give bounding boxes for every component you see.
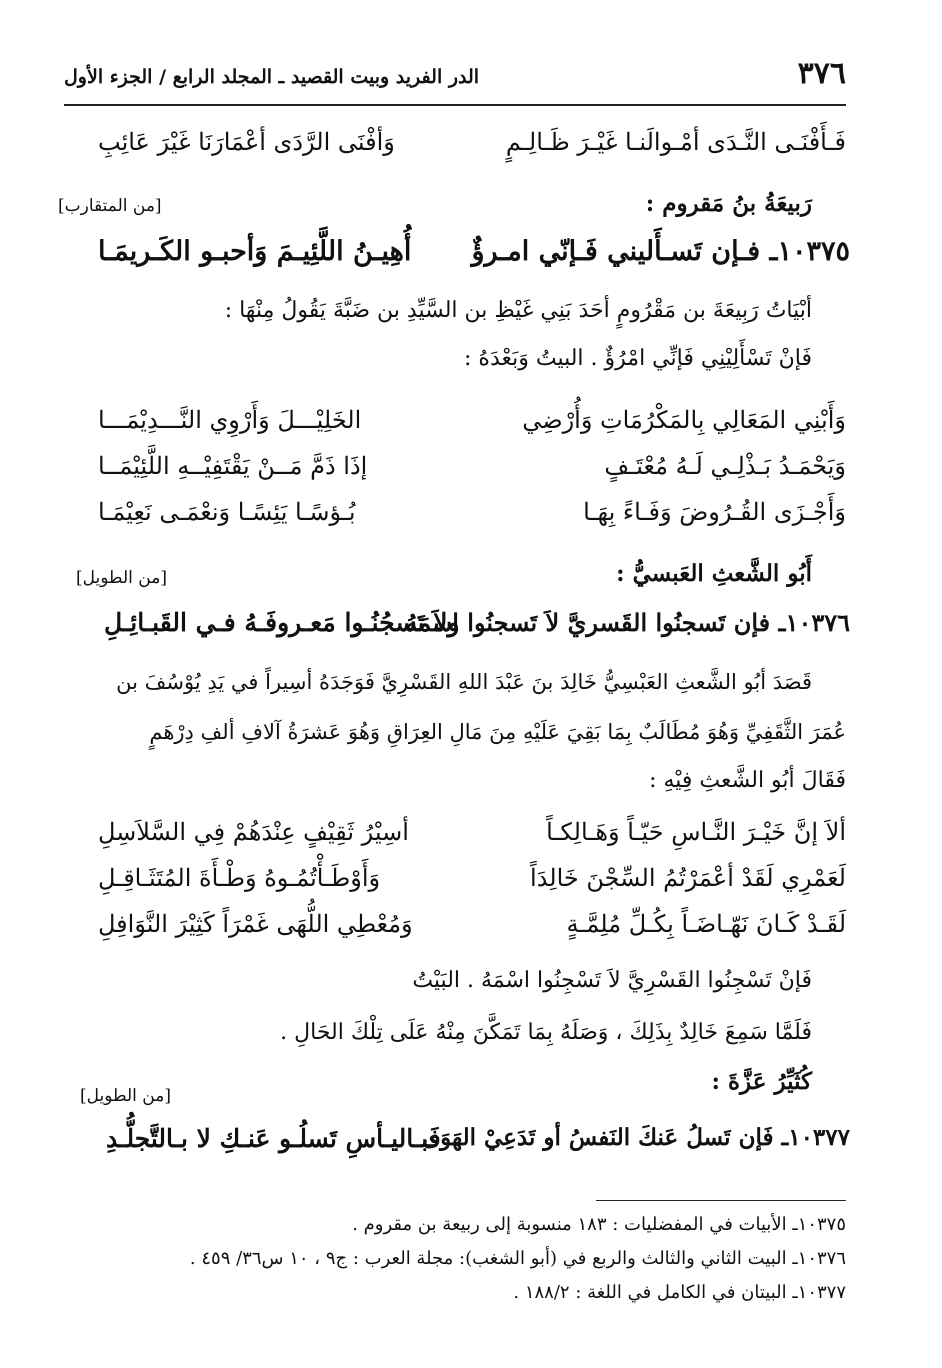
- main-verse-first: ١٠٣٧٥ـ فـإن تَسـأَليني فَـإنّي امـرؤٌ: [471, 236, 850, 267]
- meter-label: [من الطويل]: [76, 568, 167, 588]
- verse-second-hemistich: أسِيْرُ ثَقِيْفٍ عِنْدَهُمْ فِي السَّلاَسِلِ: [98, 818, 409, 846]
- verse-second-hemistich: وَمُعْطِي اللُّهَى غَمْرَاً كَثِيْرَ النَّوَافِلِ: [98, 910, 413, 938]
- main-verse-second: أُهِيـنُ اللَّئِيـمَ وَأحبـو الكَـريمَـا: [98, 236, 412, 267]
- commentary-line: فَإنْ تَسْجِنُوا القَسْرِيَّ لاَ تَسْجِنُوا اسْمَهُ . البَيْتُ: [412, 968, 812, 993]
- poet-name: رَبيعَةُ بنُ مَقروم :: [645, 190, 812, 217]
- meter-label: [من الطويل]: [80, 1086, 171, 1106]
- footnote: ١٠٣٧٥ـ الأبيات في المفضليات : ١٨٣ منسوبة إلى ربيعة بن مقروم .: [352, 1214, 846, 1235]
- verse-first-hemistich: لَعَمْرِي لَقَدْ أعْمَرْتُمُ السِّجْنَ خَالِدَاً: [530, 864, 846, 892]
- footnote: ١٠٣٧٧ـ البيتان في الكامل في اللغة : ١٨٨/٢ .: [513, 1282, 846, 1303]
- commentary-line: فَإنْ تَسْأَلِيْنِي فَإنِّي امْرُؤٌ . البيتُ وَبَعْدَهُ :: [464, 346, 812, 371]
- verse-second-hemistich: بُـؤسًـا يَئِسًـا وَنعْمَـى نَعِيْمَـا: [98, 498, 356, 526]
- main-verse-second: فَبـاليـأسِ تَسلُـو عَنـكِ لا بـالتَّجلُّـدِ: [106, 1124, 441, 1153]
- commentary-line: عُمَرَ الثَّقَفِيِّ وَهُوَ مُطَالَبٌ بِمَا بَقِيَ عَلَيْهِ مِنَ مَالِ العِرَاقِ وَهُوَ عَشرَةُ آلافِ ألفِ دِرْهَمٍ: [149, 720, 846, 744]
- main-verse-second: ولاَ تَسجُنُـوا مَعـروفَـهُ فـي القَبـائِـلِ: [104, 608, 460, 637]
- verse-second-hemistich: الخَلِيْـــلَ وَأَرْوِي النَّـــدِيْمَـــا: [98, 406, 362, 434]
- verse-second-hemistich: وَأفْنَى الرَّدَى أعْمَارَنَا غَيْرَ عَائِبِ: [98, 128, 395, 156]
- meter-label: [من المتقارب]: [58, 196, 162, 216]
- verse-first-hemistich: ألاَ إنَّ خَيْـرَ النَّـاسِ حَيّـاً وَهَـالِكـاً: [546, 818, 846, 846]
- commentary-line: أبْيَاتُ رَبِيعَةَ بن مَقْرُومٍ أحَدَ بَنِي غَيْظِ بن السَّيِّدِ بن ضَبَّةَ يَقُولُ مِنْهَا :: [224, 298, 812, 323]
- footnote-rule: [596, 1200, 846, 1201]
- verse-first-hemistich: فَـأَفْنَـى النَّـدَى أمْـوالَنـا غَيْـرَ ظَـالِـمٍ: [505, 128, 846, 156]
- poet-name: كُثَيِّرُ عَزَّةَ :: [711, 1068, 812, 1095]
- header-rule: [64, 104, 846, 106]
- commentary-line: قَصَدَ أبُو الشَّعثِ العَبْسِيُّ خَالِدَ بنَ عَبْدَ اللهِ القَسْرِيَّ فَوَجَدَهُ أسِيراً في يَدِ يُوْسُفَ بن: [116, 670, 812, 694]
- commentary-line: فَلَمَّا سَمِعَ خَالِدٌ بِذَلِكَ ، وَصَلَهُ بِمَا تَمَكَّنَ مِنْهُ عَلَى تِلْكَ الحَالِ .: [280, 1020, 812, 1045]
- footnote: ١٠٣٧٦ـ البيت الثاني والثالث والربع في (أبو الشغب): مجلة العرب : ج٩ ، ١٠ س٣٦/ ٤٥٩ .: [189, 1248, 846, 1269]
- verse-first-hemistich: وَأَجْـزَى القُـرُوضَ وَفَـاءً بِهَـا: [583, 498, 846, 526]
- commentary-line: فَقَالَ أبُو الشَّعثِ فِيْهِ :: [649, 768, 846, 793]
- page-number: ٣٧٦: [797, 56, 846, 91]
- verse-second-hemistich: إذَا ذَمَّ مَــنْ يَقْتَفِيْــهِ اللَّئِيْمَــا: [98, 452, 368, 480]
- verse-first-hemistich: وَيَحْمَـدُ بَـذْلِـي لَـهُ مُعْتَـفٍ: [604, 452, 846, 480]
- main-verse-first: ١٠٣٧٦ـ فإن تَسجنُوا القَسريَّ لاَ تَسجنُوا اسمَهُ: [405, 608, 850, 637]
- verse-first-hemistich: وَأَبْنِي المَعَالِي بِالمَكْرُمَاتِ وَأُرْضِي: [522, 406, 846, 434]
- poet-name: أَبُو الشَّعثِ العَبسيُّ :: [616, 560, 812, 587]
- running-title: الدر الفريد وبيت القصيد ـ المجلد الرابع / الجزء الأول: [64, 66, 480, 88]
- verse-second-hemistich: وَأَوْطَـأْتُمُـوهُ وَطْـأَةَ المُتَثَـاقِـلِ: [98, 864, 381, 892]
- verse-first-hemistich: لَقَـدْ كَـانَ نَهّـاضَـاً بِكُـلِّ مُلِمَّـةٍ: [566, 910, 846, 938]
- main-verse-first: ١٠٣٧٧ـ فَإن تَسلُ عَنكَ النَفسُ أو تَدَعِيْ الهَوَى: [422, 1124, 850, 1151]
